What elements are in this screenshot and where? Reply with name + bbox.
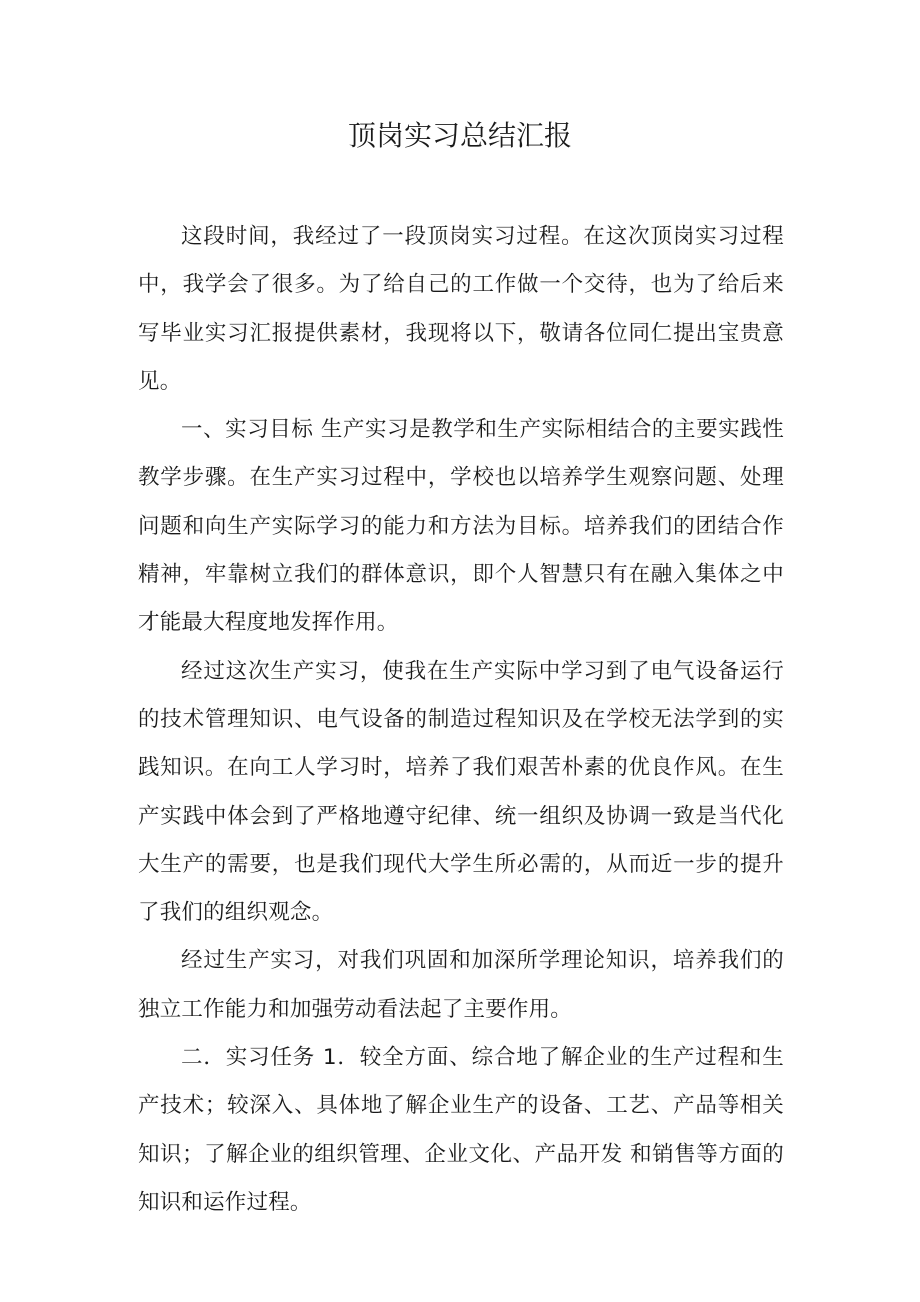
paragraph-experience: 经过这次生产实习，使我在生产实际中学习到了电气设备运行的技术管理知识、电气设备的制造过程知识及在学校无法学到的实践知识。在向工人学习时，培养了我们艰苦朴素的优良作风。在生产实践中体会到了严格地遵守纪律、统一组织及协调一致是当代化大生产的需要，也是我们现代大学生所必需的，从而近一步的提升了我们的组织观念。: [138, 658, 784, 926]
paragraph-benefits: 经过生产实习，对我们巩固和加深所学理论知识，培养我们的独立工作能力和加强劳动看法起了主要作用。: [138, 948, 784, 1022]
document-body: [138, 213, 784, 1227]
paragraph-intro: 这段时间，我经过了一段顶岗实习过程。在这次顶岗实习过程中，我学会了很多。为了给自己的工作做一个交待，也为了给后来写毕业实习汇报提供素材，我现将以下，敬请各位同仁提出宝贵意见。: [138, 224, 784, 394]
paragraph-tasks: 二．实习任务 1．较全方面、综合地了解企业的生产过程和生产技术；较深入、具体地了解企业生产的设备、工艺、产品等相关知识；了解企业的组织管理、企业文化、产品开发 和销售等方面的知识和运作过程。: [138, 1045, 784, 1215]
document-title: 顶岗实习总结汇报: [347, 119, 572, 152]
paragraph-objectives: 一、实习目标 生产实习是教学和生产实际相结合的主要实践性教学步骤。在生产实习过程中，学校也以培养学生观察问题、处理问题和向生产实际学习的能力和方法为目标。培养我们的团结合作精神，牢靠树立我们的群体意识，即个人智慧只有在融入集体之中才能最大程度地发挥作用。: [138, 417, 784, 636]
